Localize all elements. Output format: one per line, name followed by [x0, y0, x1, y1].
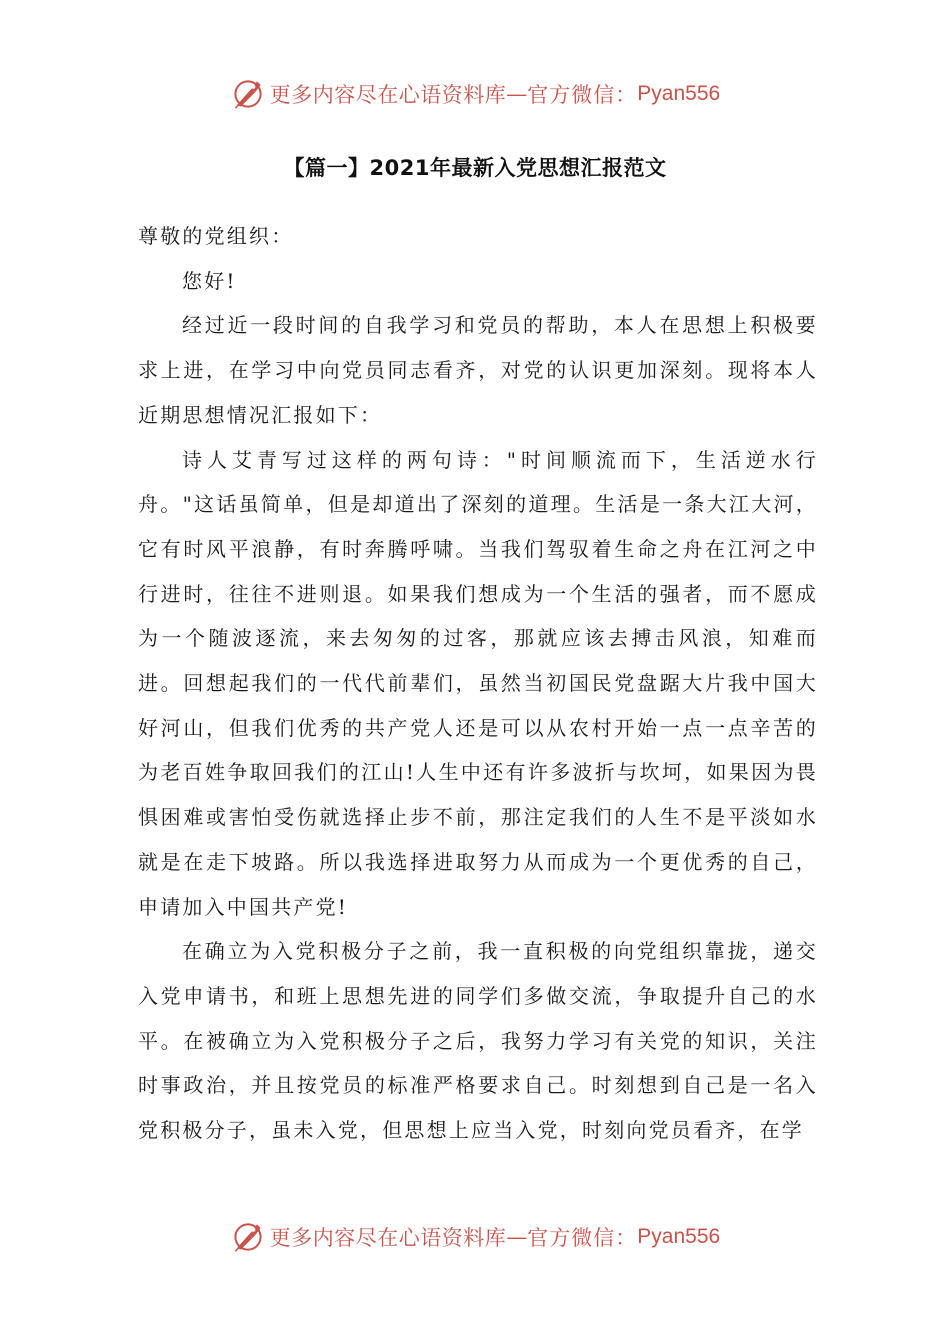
banner-separator: —: [506, 82, 528, 106]
banner-site-text: 更多内容尽在心语资料库: [269, 1226, 507, 1250]
banner-wechat-id: Pyan556: [637, 1225, 721, 1248]
salutation: 尊敬的党组织：: [138, 224, 294, 248]
banner-site-text: 更多内容尽在心语资料库: [269, 83, 507, 107]
paragraph-2: 诗人艾青写过这样的两句诗："时间顺流而下，生活逆水行舟。"这话虽简单，但是却道出了深刻的道理。生活是一条大江大河，它有时风平浪静，有时奔腾呼啸。当我们驾驭着生命之舟在江河之中行进时，往往不进则退。如果我们想成为一个生活的强者，而不愿成为一个随波逐流，来去匆匆的过客，那就应该去搏击风浪，知难而进。回想起我们的一代代前辈们，虽然当初国民党盘踞大片我中国大好河山，但我们优秀的共产党人还是可以从农村开始一点一点辛苦的为老百姓争取回我们的江山!人生中还有许多波折与坎坷，如果因为畏惧困难或害怕受伤就选择止步不前，那注定我们的人生不是平淡如水就是在走下坡路。所以我选择进取努力从而成为一个更优秀的自己，申请加入中国共产党!: [138, 447, 818, 919]
header-banner: [0, 72, 950, 116]
banner-separator: —: [506, 1225, 528, 1249]
pen-nib-logo-icon: [230, 1219, 266, 1255]
document-body: [138, 214, 818, 1153]
pen-nib-logo-icon: [230, 76, 266, 112]
banner-wechat-label: 官方微信：: [527, 1226, 638, 1250]
paragraph-3: 在确立为入党积极分子之前，我一直积极的向党组织靠拢，递交入党申请书，和班上思想先进的同学们多做交流，争取提升自己的水平。在被确立为入党积极分子之后，我努力学习有关党的知识，关注时事政治，并且按党员的标准严格要求自己。时刻想到自己是一名入党积极分子，虽未入党，但思想上应当入党，时刻向党员看齐，在学: [138, 939, 818, 1143]
greeting: 您好!: [182, 268, 237, 293]
banner-wechat-id: Pyan556: [637, 82, 721, 105]
footer-banner: [0, 1215, 950, 1259]
banner-wechat-label: 官方微信：: [527, 83, 638, 107]
paragraph-1: 经过近一段时间的自我学习和党员的帮助，本人在思想上积极要求上进，在学习中向党员同志看齐，对党的认识更加深刻。现将本人近期思想情况汇报如下：: [138, 313, 818, 427]
document-title: 【篇一】2021年最新入党思想汇报范文: [283, 156, 667, 180]
